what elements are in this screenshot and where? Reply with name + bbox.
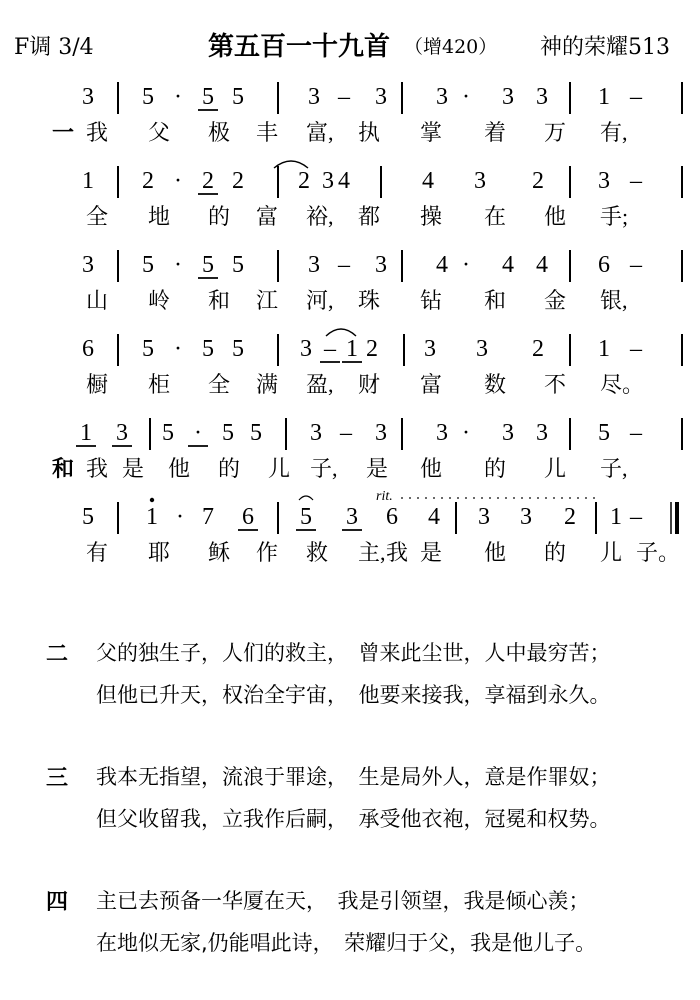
dot-note: · <box>462 252 470 278</box>
note-digit: 3 <box>82 252 94 278</box>
lyric-syllable: 和 <box>484 288 507 313</box>
rit-dot <box>457 497 459 499</box>
verse-line: 主已去预备一华厦在天， 我是引领望，我是倾心羡； <box>96 889 590 913</box>
note-digit: 3 <box>536 84 548 110</box>
lyric-syllable: 地 <box>148 204 171 229</box>
dot-note: · <box>194 420 202 446</box>
note-digit: 5 <box>162 420 174 446</box>
dot-note: · <box>174 252 182 278</box>
note-digit: 6 <box>82 336 94 362</box>
note-digit: 3 <box>308 84 320 110</box>
note-digit: 1 <box>146 504 158 530</box>
note-digit: 3 <box>474 168 486 194</box>
lyric-syllable: 救 <box>306 540 329 565</box>
slur-arc <box>326 329 356 336</box>
note-digit: 5 <box>202 84 214 110</box>
lyric-syllable: 江 <box>256 288 279 313</box>
note-digit: 4 <box>502 252 514 278</box>
lyric-syllable: 在 <box>484 204 507 229</box>
lyric-syllable: 山 <box>86 288 109 313</box>
rit-dot <box>569 497 571 499</box>
verse-line: 但父收留我，立我作后嗣， 承受他衣袍，冠冕和权势。 <box>96 807 611 831</box>
note-digit: 5 <box>202 252 214 278</box>
lyric-syllable: 珠 <box>358 288 381 313</box>
rit-dot <box>481 497 483 499</box>
dash-note: – <box>630 336 642 362</box>
note-digit: 3 <box>310 420 322 446</box>
lyric-syllable: 他 <box>420 456 443 481</box>
note-digit: 5 <box>232 336 244 362</box>
note-digit: 5 <box>142 336 154 362</box>
note-digit: 3 <box>82 84 94 110</box>
note-digit: 1 <box>610 504 622 530</box>
note-digit: 6 <box>242 504 254 530</box>
lyric-syllable: 的 <box>218 456 241 481</box>
note-digit: 3 <box>308 252 320 278</box>
rit-dot <box>593 497 595 499</box>
note-digit: 4 <box>422 168 434 194</box>
lyric-syllable: 富 <box>256 204 279 229</box>
dash-note: – <box>324 336 336 362</box>
key-time-signature: F调 3/4 <box>14 35 94 60</box>
octave-dot <box>150 498 154 502</box>
rit-dot <box>529 497 531 499</box>
lyric-syllable: 岭 <box>148 288 171 313</box>
lyric-syllable: 有 <box>86 540 109 565</box>
rit-dot <box>489 497 491 499</box>
fermata-mark <box>299 496 313 500</box>
rit-dot <box>473 497 475 499</box>
lyric-syllable: 极 <box>208 120 231 145</box>
note-digit: 5 <box>232 252 244 278</box>
dot-note: · <box>462 84 470 110</box>
note-digit: 1 <box>598 84 610 110</box>
rit-dot <box>577 497 579 499</box>
lyric-syllable: 的 <box>208 204 231 229</box>
lyric-syllable: 耶 <box>148 540 171 565</box>
lyric-syllable: 他 <box>168 456 191 481</box>
lyric-syllable: 银, <box>600 288 628 313</box>
note-digit: 5 <box>142 84 154 110</box>
note-digit: 3 <box>436 420 448 446</box>
lyric-syllable: 子, <box>600 456 628 481</box>
rit-dot <box>441 497 443 499</box>
lyric-syllable: 我 <box>86 456 109 481</box>
note-digit: 5 <box>250 420 262 446</box>
lyric-syllable: 金 <box>544 288 567 313</box>
dot-note: · <box>176 504 184 530</box>
hymn-subtitle: （增420） <box>404 36 498 58</box>
dash-note: – <box>338 84 350 110</box>
note-digit: 3 <box>520 504 532 530</box>
note-digit: 4 <box>436 252 448 278</box>
rit-dot <box>417 497 419 499</box>
lyric-syllable: 都 <box>358 204 381 229</box>
verse-line: 父的独生子，人们的救主， 曾来此尘世，人中最穷苦； <box>96 641 611 665</box>
hymnbook-reference: 神的荣耀513 <box>540 35 670 60</box>
note-digit: 6 <box>598 252 610 278</box>
lyric-syllable: 儿 <box>544 456 567 481</box>
lyric-syllable: 掌 <box>420 120 443 145</box>
verse-line: 在地似无家,仍能唱此诗， 荣耀归于父，我是他儿子。 <box>96 931 597 955</box>
lyric-syllable: 他 <box>544 204 567 229</box>
hymn-title: 第五百一十九首 <box>208 32 391 62</box>
verse-number: 二 <box>46 642 69 667</box>
lyric-syllable: 是 <box>122 456 145 481</box>
dash-note: – <box>630 84 642 110</box>
lyric-syllable: 全 <box>86 204 109 229</box>
note-digit: 3 <box>598 168 610 194</box>
note-digit: 3 <box>375 84 387 110</box>
lyric-syllable: 富, <box>306 120 334 145</box>
lyric-syllable: 是 <box>420 540 443 565</box>
hymn-header <box>0 26 700 66</box>
lyric-syllable: 的 <box>544 540 567 565</box>
lyric-syllable: 河, <box>306 288 334 313</box>
note-digit: 5 <box>142 252 154 278</box>
lyric-syllable: 钻 <box>420 288 443 313</box>
rit-dot <box>425 497 427 499</box>
lyric-syllable: 操 <box>420 204 443 229</box>
lyric-syllable: 和 <box>208 288 231 313</box>
music-score <box>0 70 700 610</box>
note-digit: 1 <box>82 168 94 194</box>
note-digit: 2 <box>564 504 576 530</box>
lyric-syllable: 盈, <box>306 372 334 397</box>
rit-dot <box>585 497 587 499</box>
lyric-syllable: 尽。 <box>600 372 645 397</box>
rit-dot <box>545 497 547 499</box>
lyric-syllable: 执 <box>358 120 381 145</box>
rit-dot <box>409 497 411 499</box>
verse-number: 三 <box>46 766 69 791</box>
rit-dot <box>537 497 539 499</box>
lyric-syllable: 子, <box>310 456 338 481</box>
note-digit: 3 <box>536 420 548 446</box>
note-digit: 3 <box>502 420 514 446</box>
lyric-syllable: 他 <box>484 540 507 565</box>
lyric-syllable: 的 <box>484 456 507 481</box>
rit-dot <box>505 497 507 499</box>
lyric-syllable: 主, <box>358 540 386 565</box>
note-digit: 2 <box>532 168 544 194</box>
note-digit: 5 <box>222 420 234 446</box>
lyric-syllable: 手; <box>600 204 629 229</box>
note-digit: 2 <box>142 168 154 194</box>
note-digit: 2 <box>298 168 310 194</box>
note-digit: 2 <box>366 336 378 362</box>
dash-note: – <box>630 252 642 278</box>
note-digit: 2 <box>232 168 244 194</box>
rit-dot <box>465 497 467 499</box>
lyric-syllable: 着 <box>484 120 507 145</box>
lyric-syllable: 全 <box>208 372 231 397</box>
lyric-syllable: 儿 <box>600 540 623 565</box>
note-digit: 1 <box>80 420 92 446</box>
note-digit: 5 <box>202 336 214 362</box>
dash-note: – <box>630 504 642 530</box>
note-digit: 4 <box>536 252 548 278</box>
verse-line: 我本无指望，流浪于罪途， 生是局外人，意是作罪奴； <box>96 765 611 789</box>
lyric-syllable: 橱 <box>86 372 109 397</box>
note-digit: 3 <box>436 84 448 110</box>
rit-dot <box>561 497 563 499</box>
dot-note: · <box>174 168 182 194</box>
note-digit: 3 <box>502 84 514 110</box>
verse-line: 但他已升天，权治全宇宙， 他要来接我，享福到永久。 <box>96 683 611 707</box>
lyric-syllable: 富 <box>420 372 443 397</box>
note-digit: 3 <box>424 336 436 362</box>
note-digit: 5 <box>598 420 610 446</box>
lyric-syllable: 丰 <box>256 120 279 145</box>
ritardando-mark: rit. <box>376 489 393 504</box>
lyric-syllable: 和 <box>52 456 75 481</box>
rit-dot <box>521 497 523 499</box>
note-digit: 3 <box>476 336 488 362</box>
dash-note: – <box>338 252 350 278</box>
rit-dot <box>401 497 403 499</box>
note-digit: 5 <box>300 504 312 530</box>
rit-dot <box>449 497 451 499</box>
dash-note: – <box>340 420 352 446</box>
lyric-syllable: 数 <box>484 372 507 397</box>
lyric-syllable: 作 <box>256 540 279 565</box>
lyric-syllable: 儿 <box>268 456 291 481</box>
lyric-syllable: 稣 <box>208 540 231 565</box>
lyric-syllable: 有, <box>600 120 628 145</box>
note-digit: 2 <box>532 336 544 362</box>
note-digit: 6 <box>386 504 398 530</box>
verses-section <box>0 625 700 995</box>
dot-note: · <box>462 420 470 446</box>
note-digit: 3 <box>375 420 387 446</box>
rit-dot <box>433 497 435 499</box>
rit-dot <box>497 497 499 499</box>
lyric-syllable: 满 <box>256 372 279 397</box>
lyric-syllable: 是 <box>366 456 389 481</box>
score-canvas <box>0 70 700 610</box>
lyric-syllable: 柜 <box>148 372 171 397</box>
lyric-syllable: 万 <box>544 120 567 145</box>
note-digit: 4 <box>428 504 440 530</box>
lyric-syllable: 不 <box>544 372 567 397</box>
note-digit: 1 <box>346 336 358 362</box>
lyric-syllable: 一 <box>52 120 75 145</box>
verse-number: 四 <box>46 890 69 915</box>
lyric-syllable: 我 <box>86 120 109 145</box>
note-digit: 2 <box>202 168 214 194</box>
note-digit: 7 <box>202 504 214 530</box>
note-digit: 3 <box>116 420 128 446</box>
rit-dot <box>513 497 515 499</box>
note-digit: 5 <box>232 84 244 110</box>
slur-arc <box>274 161 308 168</box>
dash-note: – <box>630 168 642 194</box>
note-digit: 3 <box>346 504 358 530</box>
note-digit: 3 <box>375 252 387 278</box>
note-digit: 3 <box>322 168 334 194</box>
dash-note: – <box>630 420 642 446</box>
note-digit: 4 <box>338 168 350 194</box>
lyric-syllable: 裕, <box>306 204 334 229</box>
rit-dot <box>553 497 555 499</box>
dot-note: · <box>174 336 182 362</box>
note-digit: 3 <box>478 504 490 530</box>
dot-note: · <box>174 84 182 110</box>
lyric-syllable: 我 <box>386 540 409 565</box>
lyric-syllable: 父 <box>148 120 171 145</box>
lyric-syllable: 子。 <box>636 540 681 565</box>
note-digit: 1 <box>598 336 610 362</box>
note-digit: 3 <box>300 336 312 362</box>
note-digit: 5 <box>82 504 94 530</box>
lyric-syllable: 财 <box>358 372 381 397</box>
